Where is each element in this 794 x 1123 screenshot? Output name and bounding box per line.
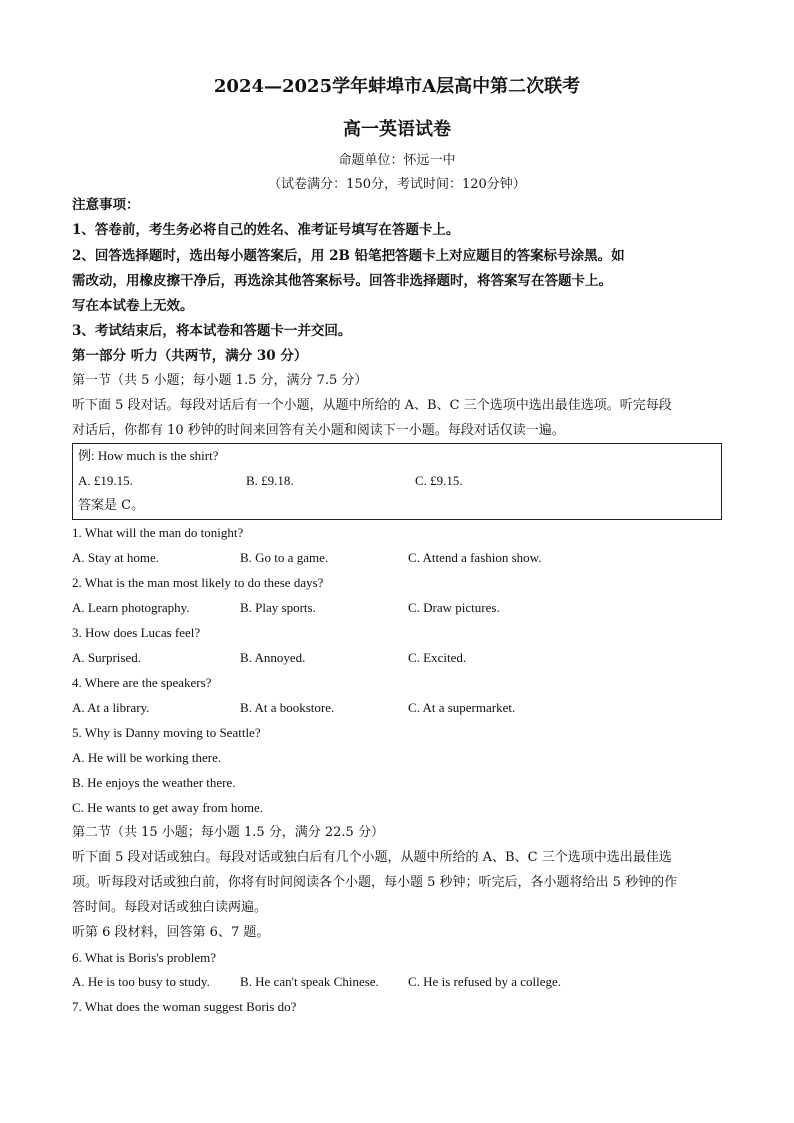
q3-option-b: B. Annoyed. xyxy=(240,650,306,665)
material-6-heading: 听第 6 段材料，回答第 6、7 题。 xyxy=(72,925,270,940)
question-3: 3. How does Lucas feel? xyxy=(72,625,201,640)
q4-option-c: C. At a supermarket. xyxy=(408,700,516,715)
section1-heading: 第一节（共 5 小题；每小题 1.5 分，满分 7.5 分） xyxy=(72,373,368,388)
question-7: 7. What does the woman suggest Boris do? xyxy=(72,999,297,1014)
q1-option-c: C. Attend a fashion show. xyxy=(408,550,542,565)
note-2a: 2、回答选择题时，选出每小题答案后，用 2B 铅笔把答题卡上对应题目的答案标号涂黑。如 xyxy=(72,248,625,264)
q4-option-a: A. At a library. xyxy=(72,700,150,715)
q6-option-c: C. He is refused by a college. xyxy=(408,974,562,989)
section2-instruction-c: 答时间。每段对话或独白读两遍。 xyxy=(72,900,268,915)
note-2c: 写在本试卷上无效。 xyxy=(72,298,194,314)
question-1: 1. What will the man do tonight? xyxy=(72,525,244,540)
question-2: 2. What is the man most likely to do these days? xyxy=(72,575,324,590)
q3-option-a: A. Surprised. xyxy=(72,650,141,665)
section2-instruction-a: 听下面 5 段对话或独白。每段对话或独白后有几个小题，从题中所给的 A、B、C 三个选项中选出最佳选 xyxy=(72,850,672,865)
section1-instruction-b: 对话后，你都有 10 秒钟的时间来回答有关小题和阅读下一小题。每段对话仅读一遍。 xyxy=(72,423,565,438)
notes-heading: 注意事项： xyxy=(72,197,140,213)
q1-option-b: B. Go to a game. xyxy=(240,550,329,565)
example-option-a: A. £19.15. xyxy=(78,473,133,488)
section2-heading: 第二节（共 15 小题；每小题 1.5 分，满分 22.5 分） xyxy=(72,825,384,840)
example-option-c: C. £9.15. xyxy=(415,473,463,488)
exam-info: （试卷满分：150分，考试时间：120分钟） xyxy=(268,177,526,192)
note-1: 1、答卷前，考生务必将自己的姓名、准考证号填写在答题卡上。 xyxy=(72,222,460,238)
example-option-b: B. £9.18. xyxy=(246,473,294,488)
q2-option-c: C. Draw pictures. xyxy=(408,600,500,615)
q6-option-a: A. He is too busy to study. xyxy=(72,974,210,989)
exam-subtitle: 高一英语试卷 xyxy=(343,119,451,140)
note-3: 3、考试结束后，将本试卷和答题卡一并交回。 xyxy=(72,323,352,339)
q6-option-b: B. He can't speak Chinese. xyxy=(240,974,379,989)
q5-option-c: C. He wants to get away from home. xyxy=(72,800,263,815)
q5-option-a: A. He will be working there. xyxy=(72,750,222,765)
author-unit: 命题单位：怀远一中 xyxy=(338,153,456,168)
section2-instruction-b: 项。听每段对话或独白前，你将有时间阅读各个小题，每小题 5 秒钟；听完后，各小题将给出 5 秒钟的作 xyxy=(72,875,678,890)
question-5: 5. Why is Danny moving to Seattle? xyxy=(72,725,261,740)
part1-heading: 第一部分 听力（共两节，满分 30 分） xyxy=(72,348,308,364)
example-question: 例: How much is the shirt? xyxy=(78,448,219,463)
q5-option-b: B. He enjoys the weather there. xyxy=(72,775,236,790)
question-6: 6. What is Boris's problem? xyxy=(72,950,217,965)
question-4: 4. Where are the speakers? xyxy=(72,675,212,690)
q2-option-b: B. Play sports. xyxy=(240,600,316,615)
q3-option-c: C. Excited. xyxy=(408,650,467,665)
q1-option-a: A. Stay at home. xyxy=(72,550,160,565)
q2-option-a: A. Learn photography. xyxy=(72,600,190,615)
exam-title: 2024—2025学年蚌埠市A层高中第二次联考 xyxy=(213,76,581,97)
q4-option-b: B. At a bookstore. xyxy=(240,700,335,715)
note-2b: 需改动，用橡皮擦干净后，再选涂其他答案标号。回答非选择题时，将答案写在答题卡上。 xyxy=(72,273,612,289)
example-answer: 答案是 C。 xyxy=(78,498,145,513)
section1-instruction-a: 听下面 5 段对话。每段对话后有一个小题，从题中所给的 A、B、C 三个选项中选出最佳选项。听完每段 xyxy=(72,398,672,413)
